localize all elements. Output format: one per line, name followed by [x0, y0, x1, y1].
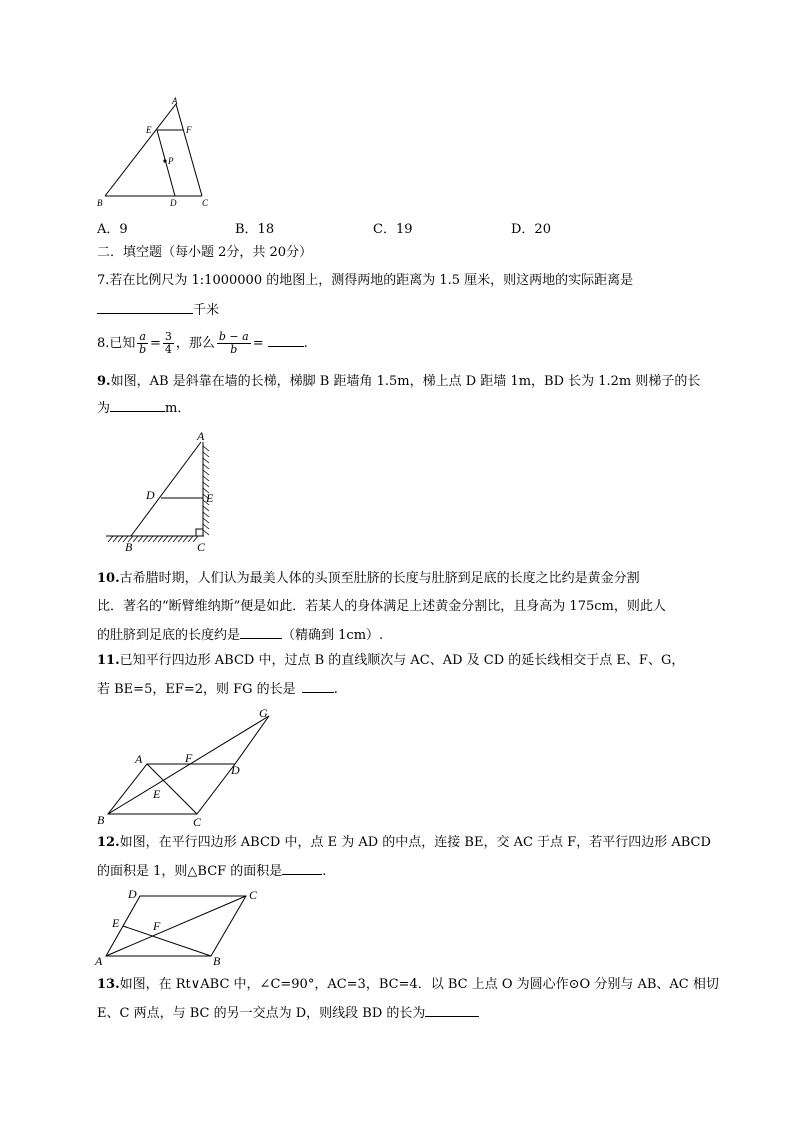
- q12-line-ac: [106, 896, 246, 956]
- q8-f2-den: 4: [164, 343, 172, 356]
- q7-line2: [97, 301, 219, 320]
- q12-label-a: A: [95, 954, 103, 968]
- q9-label-c: C: [197, 540, 206, 554]
- q12-label-c: C: [249, 888, 258, 902]
- q9-label-b: B: [125, 540, 133, 554]
- q12-label-f: F: [153, 919, 161, 933]
- q9-figure: [100, 428, 230, 556]
- q10-line1: [97, 570, 640, 588]
- q11-label-c: C: [193, 815, 202, 826]
- q11-text2a: 若 BE=5，EF=2，则 FG 的长是: [97, 682, 296, 697]
- q8-end: .: [303, 336, 308, 351]
- q9-label-d: D: [146, 488, 155, 502]
- q11-line2: [97, 680, 338, 699]
- q6-line-ab: [105, 104, 176, 196]
- q6-option-c: C．19: [373, 222, 413, 237]
- q11-text1: 已知平行四边形 ABCD 中，过点 B 的直线顺次与 AC、AD 及 CD 的延长线相交于点 E、F、G，: [119, 653, 685, 668]
- q12-label-e: E: [112, 916, 120, 930]
- q9-label-a: A: [197, 429, 205, 443]
- q8-f1-den: b: [139, 343, 147, 356]
- q11-answer-blank: [302, 680, 334, 693]
- q10-line2: 比．著名的“断臂维纳斯”便是如此．若某人的身体满足上述黄金分割比，且身高为 175cm，则此人: [97, 599, 666, 614]
- q11-line1: [97, 652, 684, 670]
- q13-text1: 如图，在 Rt∨ABC 中，∠C=90°，AC=3，BC=4．以 BC 上点 O 为圆心作⊙O 分别与 AB、AC 相切: [119, 977, 719, 992]
- q9-text2b: m．: [165, 401, 191, 416]
- q12-line2: [97, 862, 326, 881]
- q11-figure: [92, 702, 282, 826]
- q9-label-e: E: [206, 491, 214, 505]
- q9-text2a: 为: [97, 401, 111, 416]
- q6-label-e: E: [146, 125, 152, 135]
- q8-prefix: 8.已知: [97, 336, 136, 351]
- q8-f2-num: 3: [164, 330, 172, 343]
- q9-ladder-ab: [131, 442, 201, 536]
- q12-line1: [97, 834, 711, 852]
- q8-f3-den: b: [230, 343, 238, 356]
- q6-option-b: B．18: [235, 222, 275, 237]
- q11-line-bg: [108, 716, 269, 814]
- q10-answer-blank: [240, 626, 282, 639]
- q9-ground-hatch: [108, 536, 198, 542]
- q12-text2a: 的面积是 1，则△BCF 的面积是: [97, 864, 283, 879]
- q8-line: [97, 326, 308, 362]
- q9-line1: [97, 373, 700, 391]
- q13-number: 13.: [97, 977, 120, 992]
- q11-label-b: B: [97, 813, 105, 826]
- q11-label-d: D: [231, 763, 240, 777]
- q11-label-f: F: [185, 751, 193, 765]
- q8-answer-blank: [268, 334, 304, 347]
- q6-label-f: F: [186, 125, 192, 135]
- q9-line2: [97, 399, 190, 418]
- q12-figure: [94, 884, 274, 968]
- q12-label-d: D: [128, 887, 137, 901]
- q6-label-p: P: [168, 156, 174, 166]
- q8-f1-num: a: [139, 330, 146, 343]
- q7-line1: 7.若在比例尺为 1:1000000 的地图上，测得两地的距离为 1.5 厘米，则这两地的实际距离是: [97, 273, 634, 288]
- q6-point-p: [163, 159, 166, 162]
- q6-option-a: A．9: [97, 222, 128, 237]
- q10-text3b: （精确到 1cm）.: [282, 628, 384, 643]
- q10-text1: 古希腊时期，人们认为最美人体的头顶至肚脐的长度与肚脐到足底的长度之比约是黄金分割: [119, 571, 640, 586]
- section-title: 二．填空题（每小题 2分，共 20分）: [97, 245, 313, 260]
- q6-figure: [92, 94, 222, 208]
- q6-label-a: A: [172, 96, 178, 106]
- q13-text2: E、C 两点，与 BC 的另一交点为 D，则线段 BD 的长为: [97, 1006, 426, 1021]
- q6-option-d: D．20: [511, 222, 551, 237]
- q11-label-g: G: [259, 706, 268, 720]
- q9-right-angle-mark: [196, 529, 203, 536]
- q11-text2b: .: [333, 682, 338, 697]
- q11-label-a: A: [135, 752, 143, 766]
- q8-fraction-ab: [137, 331, 148, 356]
- q10-line3: [97, 626, 383, 645]
- q13-answer-blank: [425, 1004, 479, 1017]
- q8-f3-num: b − a: [218, 330, 249, 343]
- q11-number: 11.: [97, 653, 120, 668]
- q9-answer-blank: [110, 399, 165, 412]
- q12-number: 12.: [97, 835, 120, 850]
- q11-line-dg: [235, 716, 269, 764]
- q12-text1: 如图，在平行四边形 ABCD 中，点 E 为 AD 的中点，连接 BE，交 AC 于点 F，若平行四边形 ABCD: [119, 835, 711, 850]
- q10-number: 10.: [97, 571, 120, 586]
- q11-label-e: E: [153, 787, 161, 801]
- q6-line-ac: [176, 104, 202, 196]
- q12-label-b: B: [213, 954, 221, 968]
- q13-line1: [97, 976, 719, 994]
- q6-label-b: B: [97, 198, 103, 208]
- q12-line-be: [123, 926, 211, 956]
- q6-label-d: D: [170, 198, 177, 208]
- q6-label-c: C: [202, 198, 209, 208]
- q8-eq2: =: [252, 336, 264, 351]
- q8-fraction-34: [163, 331, 174, 356]
- q7-answer-blank: [97, 301, 193, 314]
- q10-text3a: 的肚脐到足底的长度约是: [97, 628, 241, 643]
- q12-text2b: .: [322, 864, 327, 879]
- q8-mid: ，那么: [175, 336, 215, 351]
- q9-number: 9.: [97, 374, 111, 389]
- q9-text1: 如图，AB 是斜靠在墙的长梯，梯脚 B 距墙角 1.5m，梯上点 D 距墙 1m，BD 长为 1.2m 则梯子的长: [110, 374, 701, 389]
- q12-answer-blank: [282, 862, 322, 875]
- q8-fraction-bab: [217, 331, 251, 356]
- q7-unit: 千米: [193, 303, 220, 318]
- q8-eq1: =: [149, 336, 161, 351]
- q13-line2: [97, 1004, 479, 1023]
